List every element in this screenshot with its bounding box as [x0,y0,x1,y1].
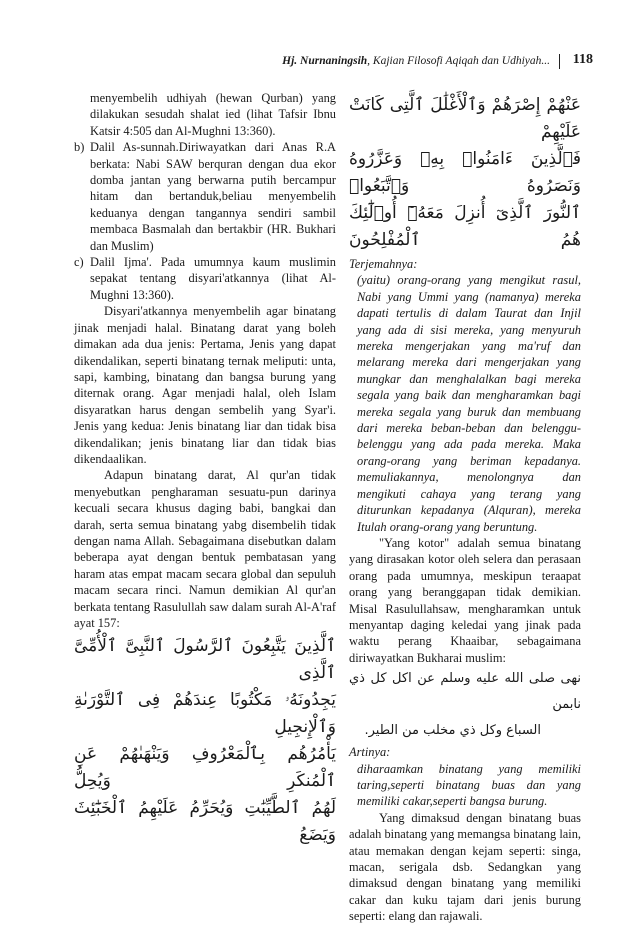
arabic-line: يَأْمُرُهُم بِٱلْمَعْرُوفِ وَيَنْهَىٰهُمْ عَنِ ٱلْمُنكَرِ وَيُحِلُّ [74,744,336,792]
arabic-line: فَٱلَّذِينَ ءَامَنُوا۟ بِهِۦ وَعَزَّرُوهُ وَنَصَرُوهُ وَٱتَّبَعُوا۟ [349,149,581,196]
paragraph: Adapun binatang darat, Al qur'an tidak menyebutkan pengharaman sesuatu-pun darinya kecuali secara khusus daging babi, bangkai dan darah, serta semua binatang yabg disembelih tidak dengan nama Allah. Sebagaimana disebutkan dalam beberapa ayat dengan bentuk pembatasan yang haram atas empat macam secara global dan sepuluh macam secara rinci. Namun demikian Al qur'an berkata tentang Rasulullah saw dalam surah Al-A'raf ayat 157: [74,468,336,630]
terjemah-label: Terjemahnya: [349,257,418,271]
arabic-line: عَنْهُمْ إِصْرَهُمْ وَٱلْأَغْلَٰلَ ٱلَّتِى كَانَتْ عَلَيْهِمْ [349,95,581,142]
list-item-label: c) [74,255,84,270]
page-number: 118 [572,52,593,67]
translation-text: (yaitu) orang-orang yang mengikut rasul, Nabi yang Ummi yang (namanya) mereka dapati tertulis di dalam Taurat dan Injil yang ada di sisi mereka, yang menyuruh mereka mengerjakan yang ma'ruf dan melarang mereka dari mengerjakan yang mungkar dan menghalalkan bagi mereka segala yang baik dan mengharamkan bagi mereka segala yang buruk dan membuang dari mereka beban-beban dan belenggu-belenggu yang ada pada mereka. Maka orang-orang yang beriman kepadanya. memuliakannya, menolongnya dan mengikuti cahaya yang terang yang diturunkan kepadanya (Alquran), mereka Itulah orang-orang yang beruntung. [357,273,581,534]
list-item-c [74,254,336,303]
left-column [74,90,336,851]
running-header [0,52,638,74]
header-divider [559,54,560,69]
paragraph: "Yang kotor" adalah semua binatang yang dirasakan kotor oleh selera dan perasaan orang pada umumnya, meskipun teraapat orang yang beranggapan tidak demikian. Misal Rasulullahsaw, mengharamkan untuk menyantap daging keledai yang jinak pada waktu perang Khaaibar, sebagaimana diriwayatkan Bukharai muslim: [349,535,581,665]
translation-block [349,272,581,535]
right-column [349,90,581,925]
artinya-block [349,761,581,810]
arabic-line: يَجِدُونَهُۥ مَكْتُوبًا عِندَهُمْ فِى ٱلتَّوْرَىٰةِ وَٱلْإِنجِيلِ [74,690,336,738]
intro-continuation: menyembelih udhiyah (hewan Qurban) yang dilakukan sesudah shalat ied (lihat Tafsir Ibnu Katsir 4:505 dan Al-Mughni 13:360). [90,91,336,138]
arabic-line: ٱلنُّورَ ٱلَّذِىٓ أُنزِلَ مَعَهُۥٓ أُو۟لَٰٓئِكَ هُمُ ٱلْمُفْلِحُونَ [349,203,581,250]
hadith-line: السباع وكل ذي مخلب من الطير. [364,723,541,739]
list-item-text: Dalil Ijma'. Pada umumnya kaum muslimin sepakat tentang disyari'atkannya (lihat Al-Mughni 13:360). [90,255,336,302]
header-author: Hj. Nurnaningsih [282,55,368,67]
arabic-line: لَهُمُ ٱلطَّيِّبَٰتِ وَيُحَرِّمُ عَلَيْهِمُ ٱلْخَبَٰٓئِثَ وَيَضَعُ [74,798,336,846]
list-item-label: b) [74,140,85,155]
hadith-arabic [349,666,581,744]
paragraph: Yang dimaksud dengan binatang buas adalah binatang yang memangsa binatang lain, atau memakan dengan kejam seperti: singa, macan, serigala dsb. Sedangkan yang dimaksud dengan binatang yang memiliki cakar dan kuku tajam dari jenis burung seperti: elang dan rajawali. [349,810,581,924]
header-journal: , Kajian Filosofi Aqiqah dan Udhiyah... [367,55,550,67]
list-item-text: Dalil As-sunnah.Diriwayatkan dari Anas R.A berkata: Nabi SAW berquran dengan dua ekor domba jantan yang berwarna putih bercampur hitam dan bertanduk,beliau menyembelih keduanya dengan tangannya sendiri sambil membaca Basmalah dan bertakbir (HR. Bukhari dan Muslim) [90,140,336,253]
artinya-label: Artinya: [349,745,391,760]
hadith-line: نهى صلى الله عليه وسلم عن اكل كل ذي نابمن [349,671,581,713]
list-item-b [74,139,336,254]
quran-verse-arabic [349,92,581,254]
header-citation [282,55,550,67]
arabic-line: ٱلَّذِينَ يَتَّبِعُونَ ٱلرَّسُولَ ٱلنَّبِىَّ ٱلْأُمِّىَّ ٱلَّذِى [74,636,336,684]
artinya-text: diharaamkan binatang yang memiliki taring,seperti binatang buas dan yang memiliki cakar,seperti bangsa burung. [357,761,581,809]
quran-verse-arabic [74,633,336,849]
paragraph: Disyari'atkannya menyembelih agar binatang jinak menjadi halal. Binatang darat yang boleh dimakan ada dua jenis: Pertama, Jenis yang dapat dikendalikan, seperti binatang ternak meliputi: unta, sapi, kambing, binatang dan bangsa burung yang diternak orang. Agar menjadi halal, oleh Islam disyaratkan harus dengan sembelih yang Syar'i. Jenis yang kedua: Jenis binatang liar dan tidak bisa dikendalikan; jenis binatang liar dan tidak bias dikendaalikan. [74,304,336,466]
